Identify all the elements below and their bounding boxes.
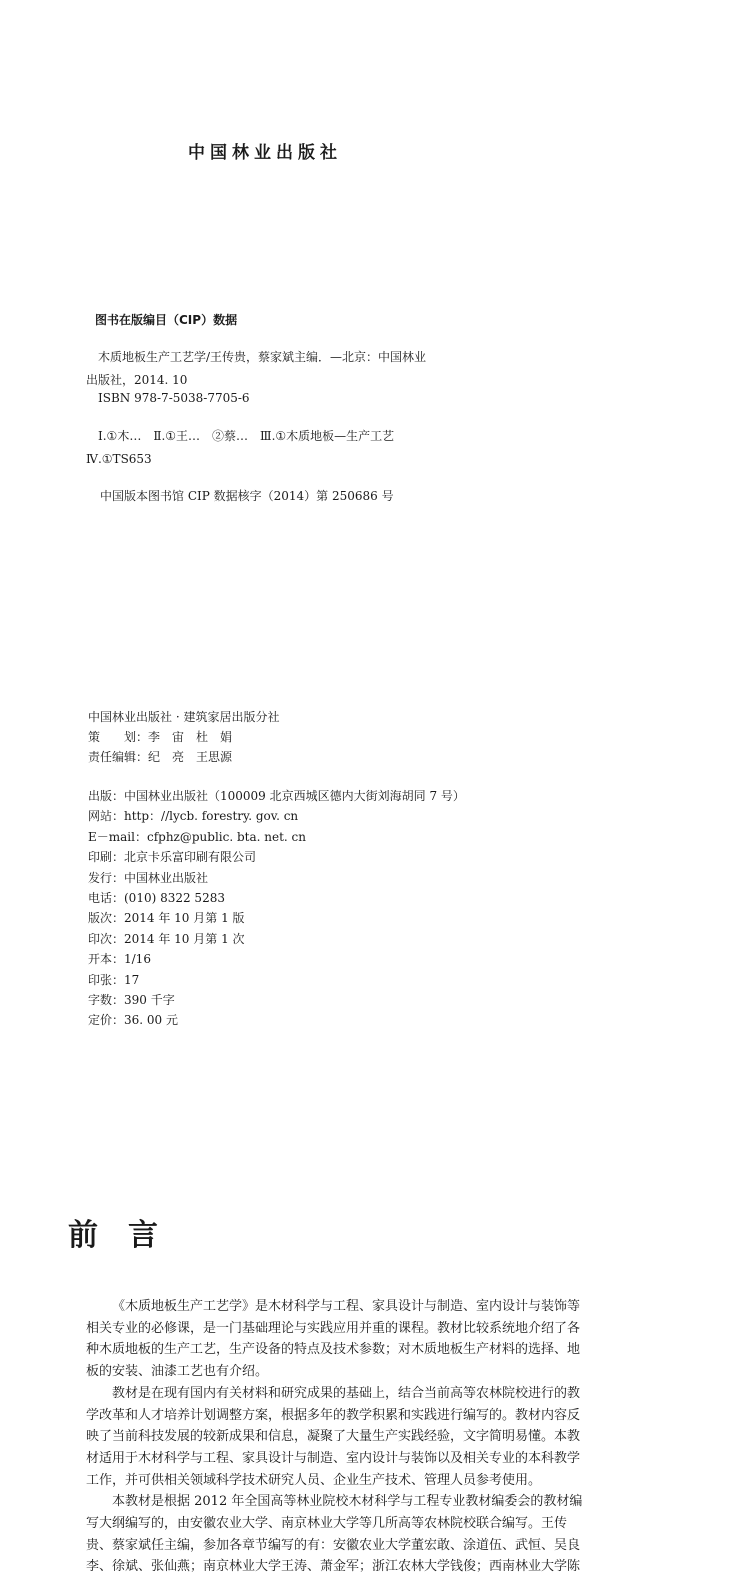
publisher-heading: 中国林业出版社 [188, 143, 342, 163]
preface-body [86, 1296, 583, 1578]
preface-title: 前言 [68, 1218, 188, 1253]
cip-classification-number: Ⅳ.①TS653 [86, 452, 152, 466]
sheets: 印张：17 [88, 972, 140, 987]
responsible-editors: 责任编辑：纪 亮 王思源 [88, 750, 233, 764]
cip-line: 木质地板生产工艺学/王传贵，蔡家斌主编．—北京：中国林业 [98, 350, 427, 364]
phone: 电话：(010) 8322 5283 [88, 891, 225, 906]
planning-editors: 策 划：李 宙 杜 娟 [88, 730, 233, 744]
publisher-address: 出版：中国林业出版社（100009 北京西城区德内大街刘海胡同 7 号） [88, 789, 465, 803]
edition: 版次：2014 年 10 月第 1 版 [88, 911, 245, 926]
distributor: 发行：中国林业出版社 [88, 870, 209, 885]
publication-details [88, 786, 465, 1031]
cip-isbn: ISBN 978-7-5038-7705-6 [98, 391, 250, 405]
word-count: 字数：390 千字 [88, 993, 175, 1008]
preface-paragraph: 教材是在现有国内有关材料和研究成果的基础上，结合当前高等农林院校进行的教学改革和人才培养计划调整方案，根据多年的教学积累和实践进行编写的。教材内容反映了当前科技发展的较新成果和信息，凝聚了大量生产实践经验，文字简明易懂。本教材适用于木材科学与工程、家具设计与制造、室内设计与装饰以及相关专业的本科教学工作，并可供相关领域科学技术研究人员、企业生产技术、管理人员参考使用。 [86, 1385, 581, 1488]
publisher-division: 中国林业出版社 · 建筑家居出版分社 [88, 710, 280, 724]
cip-classification: Ⅰ.①木… Ⅱ.①王… ②蔡… Ⅲ.①木质地板—生产工艺 [98, 429, 395, 443]
preface-paragraph: 本教材是根据 2012 年全国高等林业院校木材科学与工程专业教材编委会的教材编写大纲编写的，由安徽农业大学、南京林业大学等几所高等农林院校联合编写。王传贵、蔡家斌任主编，参加各章节编写的有：安徽农业大学董宏敢、涂道伍、武恒、吴良李、徐斌、张仙燕；南京林业大学王涛、萧金军；浙江农林大学钱俊；西南林业大学陈 [86, 1494, 583, 1575]
printing: 印次：2014 年 10 月第 1 次 [88, 931, 245, 946]
email: E－mail：cfphz@public. bta. net. cn [88, 829, 306, 844]
format: 开本：1/16 [88, 952, 151, 967]
price: 定价：36. 00 元 [88, 1013, 178, 1028]
cip-line: 出版社，2014. 10 [86, 373, 188, 387]
cip-title: 图书在版编目（CIP）数据 [95, 313, 238, 327]
printer: 印刷：北京卡乐富印刷有限公司 [88, 850, 257, 865]
website: 网站：http：//lycb. forestry. gov. cn [88, 809, 299, 824]
cip-record-number: 中国版本图书馆 CIP 数据核字（2014）第 250686 号 [100, 489, 394, 503]
preface-paragraph: 《木质地板生产工艺学》是木材科学与工程、家具设计与制造、室内设计与装饰等相关专业的必修课，是一门基础理论与实践应用并重的课程。教材比较系统地介绍了各种木质地板的生产工艺，生产设备的特点及技术参数；对木质地板生产材料的选择、地板的安装、油漆工艺也有介绍。 [86, 1299, 581, 1380]
